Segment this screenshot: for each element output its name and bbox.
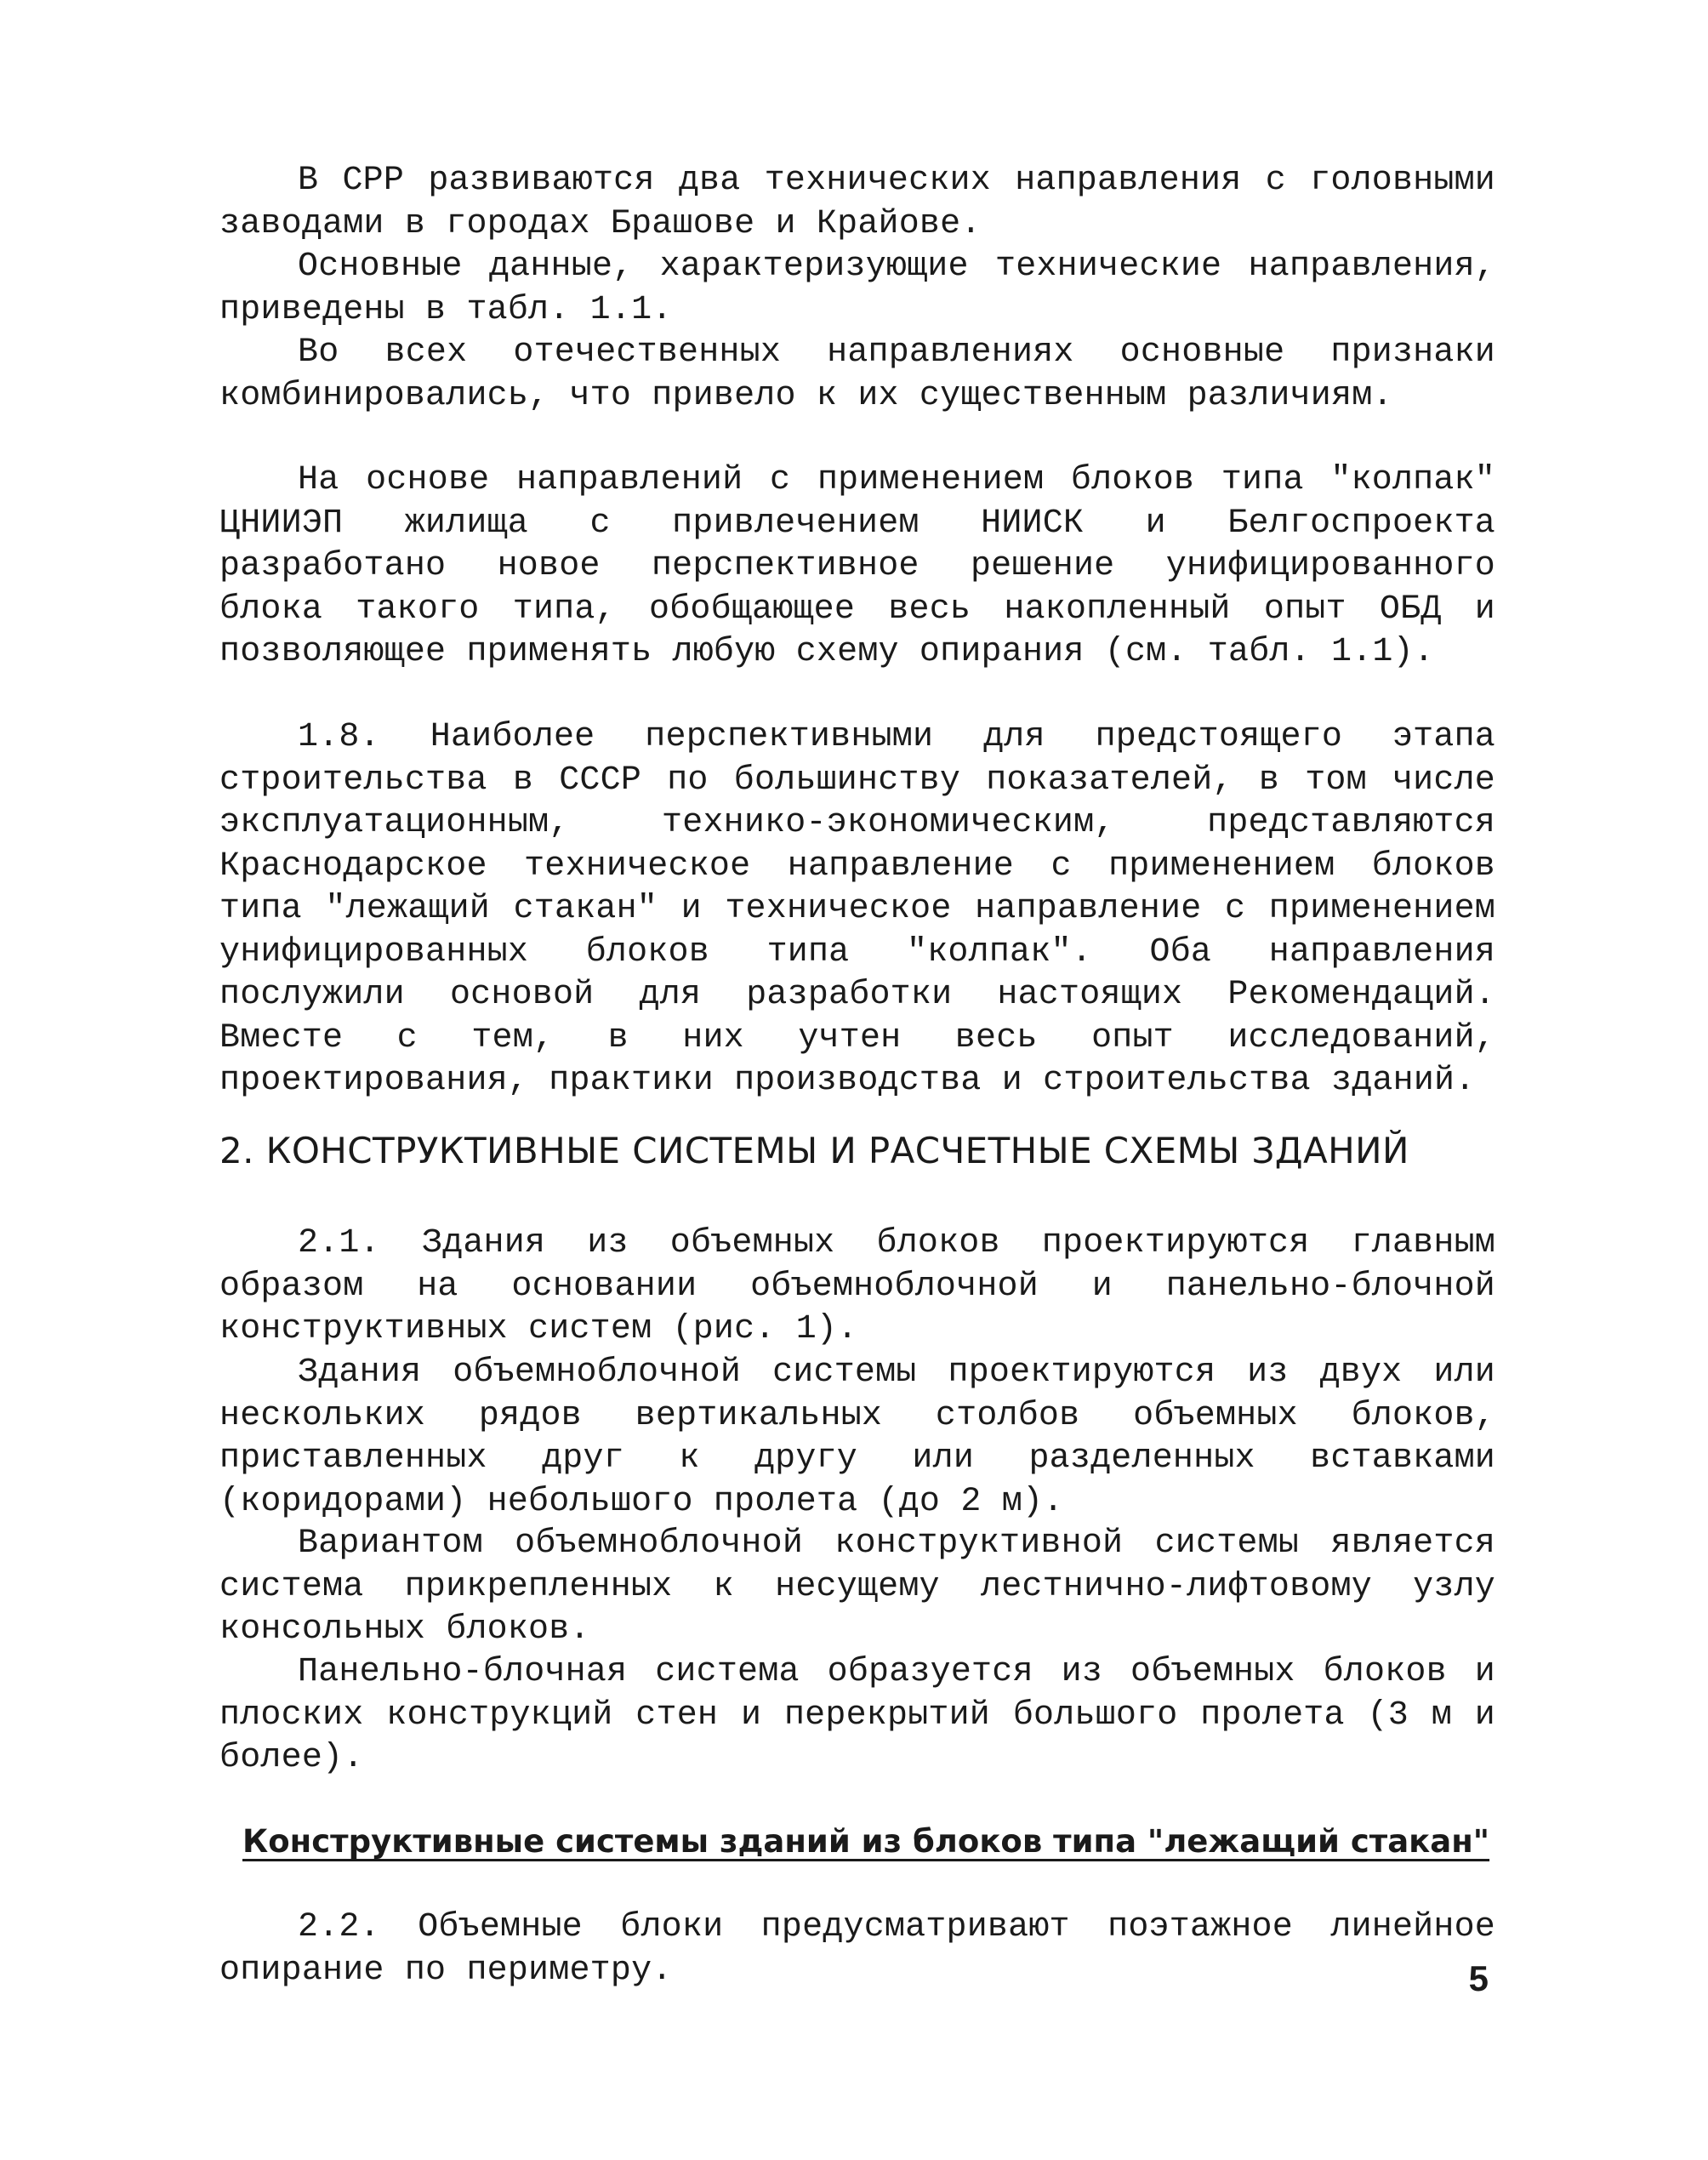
paragraph-2-2: 2.2. Объемные блоки предусматривают поэтажное линейное опирание по периметру.: [219, 1908, 1495, 1990]
paragraph-srr-directions: В СРР развиваются два технических направления с головными заводами в городах Брашове и Крайове.: [219, 162, 1495, 243]
paragraph-1-8: 1.8. Наиболее перспективными для предстоящего этапа строительства в СССР по большинству показателей, в том числе эксплуатационным, технико-экономическим, представляются Краснодарское техническое направление с применением блоков типа "лежащий стакан" и техническое направление с применением унифицированных блоков типа "колпак". Оба направления послужили основой для разработки настоящих Рекомендаций. Вместе с тем, в них учтен весь опыт исследований, проектирования, практики производства и строительства зданий.: [219, 718, 1495, 1100]
paragraph-cantilever-variant: Вариантом объемноблочной конструктивной системы является система прикрепленных к несущему лестнично-лифтовому узлу консольных блоков.: [219, 1525, 1495, 1649]
paragraph-panel-block-system: Панельно-блочная система образуется из объемных блоков и плоских конструкций стен и перекрытий большого пролета (3 м и более).: [219, 1653, 1495, 1777]
subsection-heading: Конструктивные системы зданий из блоков типа "лежащий стакан": [242, 1823, 1490, 1860]
paragraph-volume-block-system: Здания объемноблочной системы проектируются из двух или нескольких рядов вертикальных столбов объемных блоков, приставленных друг к другу или разделенных вставками (коридорами) небольшого пролета (до 2 м).: [219, 1354, 1495, 1521]
section-heading: 2. КОНСТРУКТИВНЫЕ СИСТЕМЫ И РАСЧЕТНЫЕ СХЕМЫ ЗДАНИЙ: [219, 1130, 1409, 1171]
paragraph-kolpak-unified-block: На основе направлений с применением блоков типа "колпак" ЦНИИЭП жилища с привлечением НИИСК и Белгоспроекта разработано новое перспективное решение унифицированного блока такого типа, обобщающее весь накопленный опыт ОБД и позволяющее применять любую схему опирания (см. табл. 1.1).: [219, 461, 1495, 671]
paragraph-main-data: Основные данные, характеризующие технические направления, приведены в табл. 1.1.: [219, 248, 1495, 329]
page-number: 5: [1468, 1958, 1489, 1998]
paragraph-2-1: 2.1. Здания из объемных блоков проектируются главным образом на основании объемноблочной и панельно-блочной конструктивных систем (рис. 1).: [219, 1224, 1495, 1348]
paragraph-domestic-directions: Во всех отечественных направлениях основные признаки комбинировались, что привело к их существенным различиям.: [219, 333, 1495, 415]
